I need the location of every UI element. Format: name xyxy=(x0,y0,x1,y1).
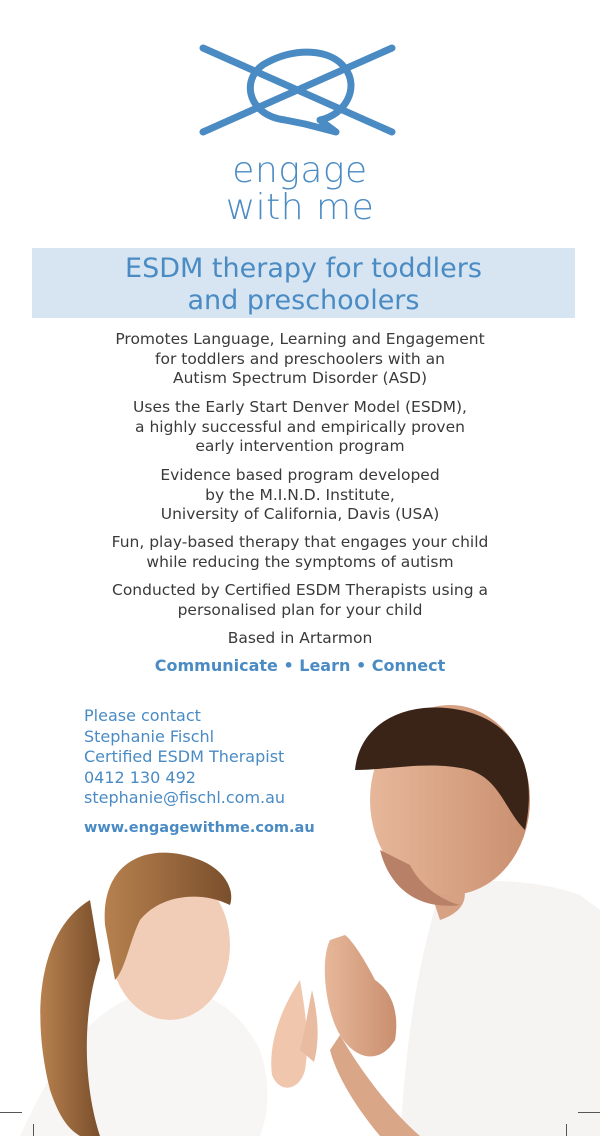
paragraph-promotes xyxy=(40,330,560,389)
paragraph-fun xyxy=(40,533,560,572)
paragraph-conducted xyxy=(40,581,560,620)
text-line: while reducing the symptoms of autism xyxy=(146,552,454,571)
contact-line: Please contact xyxy=(84,706,201,725)
contact-phone[interactable]: 0412 130 492 xyxy=(84,767,196,787)
contact-email[interactable]: stephanie@fischl.com.au xyxy=(84,788,286,807)
crop-mark xyxy=(0,1112,22,1113)
brand-name-line2: with me xyxy=(225,187,375,228)
paragraph-esdm xyxy=(40,398,560,457)
contact-block xyxy=(84,706,285,809)
text-line: for toddlers and preschoolers with an xyxy=(155,349,445,368)
crop-mark xyxy=(578,1112,600,1113)
text-line: Fun, play-based therapy that engages your child xyxy=(111,533,489,551)
text-line: Conducted by Certified ESDM Therapists using a xyxy=(112,581,488,599)
headline-line2: and preschoolers xyxy=(187,285,420,316)
text-line: by the M.I.N.D. Institute, xyxy=(205,485,395,504)
crop-mark xyxy=(566,1124,567,1136)
paragraph-location xyxy=(40,629,560,649)
contact-title: Certified ESDM Therapist xyxy=(84,747,285,766)
crop-mark xyxy=(33,1124,34,1136)
text-line: personalised plan for your child xyxy=(177,600,423,619)
text-line: Promotes Language, Learning and Engagement xyxy=(115,330,485,348)
tagline: Communicate • Learn • Connect xyxy=(154,656,446,675)
text-line: Based in Artarmon xyxy=(227,629,373,647)
paragraph-evidence xyxy=(40,466,560,525)
headline-banner xyxy=(32,248,575,318)
text-line: Evidence based program developed xyxy=(160,466,440,484)
text-line: Autism Spectrum Disorder (ASD) xyxy=(173,369,427,387)
text-line: Uses the Early Start Denver Model (ESDM), xyxy=(133,398,467,416)
logo-icon xyxy=(0,40,600,150)
headline-line1: ESDM therapy for toddlers xyxy=(125,253,482,284)
text-line: University of California, Davis (USA) xyxy=(160,505,440,523)
text-line: early intervention program xyxy=(195,437,405,455)
website-link[interactable]: www.engagewithme.com.au xyxy=(84,820,315,836)
contact-name: Stephanie Fischl xyxy=(84,726,215,746)
brand-name-line1: engage xyxy=(232,150,368,191)
text-line: a highly successful and empirically proven xyxy=(135,417,465,436)
